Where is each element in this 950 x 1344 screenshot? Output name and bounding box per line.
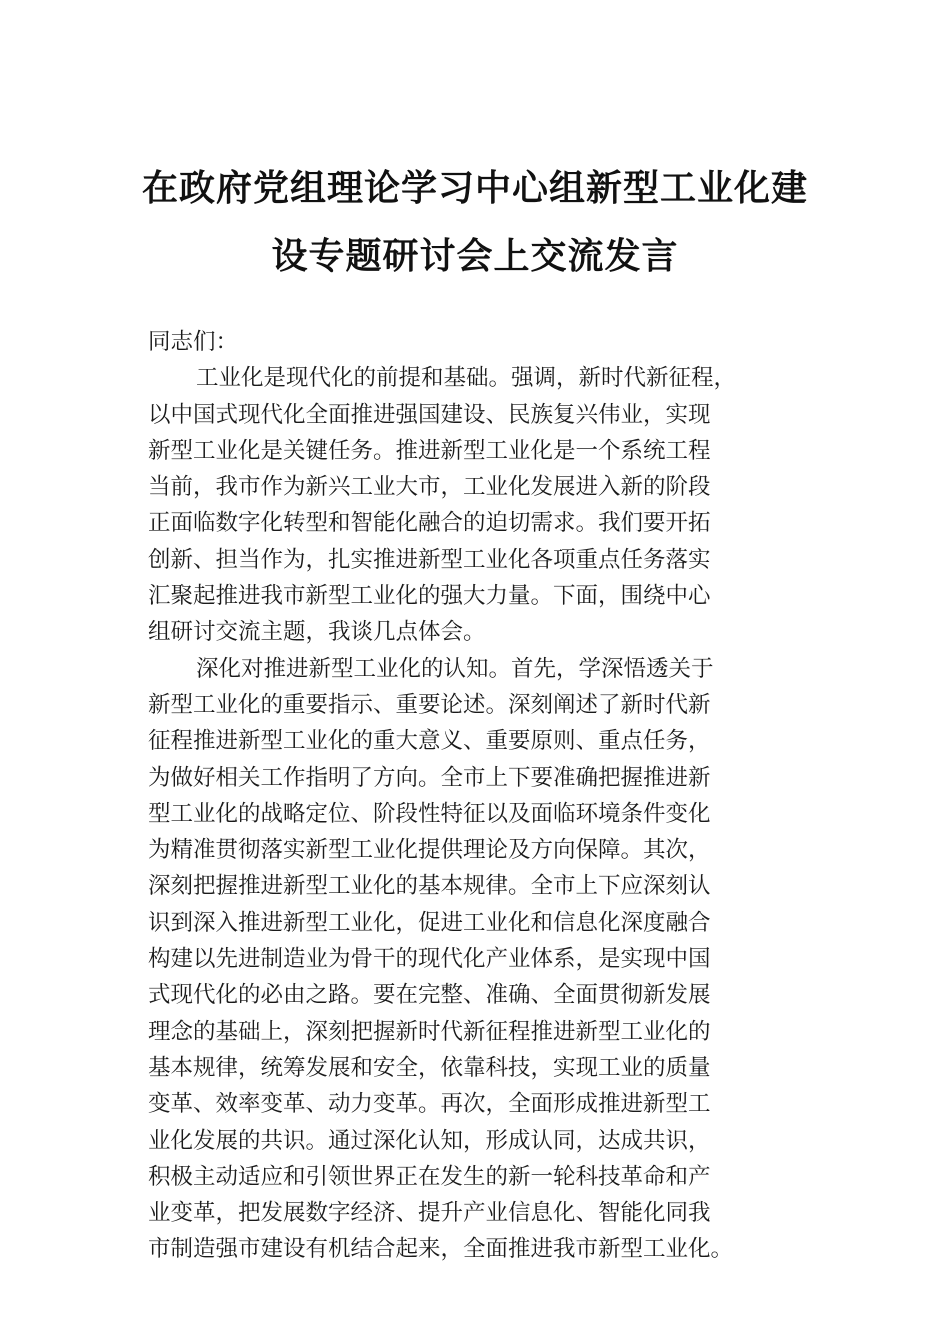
paragraph-line: 汇聚起推进我市新型工业化的强大力量。下面，围绕中心: [148, 583, 711, 610]
paragraph-line: 以中国式现代化全面推进强国建设、民族复兴伟业，实现: [148, 401, 711, 428]
paragraph-line: 深化对推进新型工业化的认知。首先，学深悟透关于: [196, 655, 714, 682]
paragraph-line: 为做好相关工作指明了方向。全市上下要准确把握推进新: [148, 764, 711, 791]
paragraph-line: 正面临数字化转型和智能化融合的迫切需求。我们要开拓: [148, 510, 711, 537]
paragraph-line: 变革、效率变革、动力变革。再次，全面形成推进新型工: [148, 1091, 711, 1118]
document-title-line-1: 在政府党组理论学习中心组新型工业化建: [141, 167, 808, 209]
paragraph-1: [148, 360, 818, 650]
paragraph-line: 创新、担当作为，扎实推进新型工业化各项重点任务落实: [148, 546, 711, 573]
paragraph-line: 组研讨交流主题，我谈几点体会。: [148, 619, 486, 646]
paragraph-line: 构建以先进制造业为骨干的现代化产业体系，是实现中国: [148, 946, 711, 973]
paragraph-2: [148, 651, 818, 1268]
paragraph-line: 深刻把握推进新型工业化的基本规律。全市上下应深刻认: [148, 873, 711, 900]
paragraph-line: 式现代化的必由之路。要在完整、准确、全面贯彻新发展: [148, 982, 711, 1009]
paragraph-line: 理念的基础上，深刻把握新时代新征程推进新型工业化的: [148, 1018, 711, 1045]
document-title-line-2: 设专题研讨会上交流发言: [271, 235, 679, 277]
paragraph-line: 基本规律，统筹发展和安全，依靠科技，实现工业的质量: [148, 1054, 711, 1081]
paragraph-line: 型工业化的战略定位、阶段性特征以及面临环境条件变化: [148, 800, 711, 827]
paragraph-line: 当前，我市作为新兴工业大市，工业化发展进入新的阶段: [148, 474, 711, 501]
paragraph-line: 新型工业化是关键任务。推进新型工业化是一个系统工程: [148, 437, 711, 464]
paragraph-line: 业变革，把发展数字经济、提升产业信息化、智能化同我: [148, 1200, 711, 1227]
paragraph-line: 积极主动适应和引领世界正在发生的新一轮科技革命和产: [148, 1163, 711, 1190]
paragraph-line: 业化发展的共识。通过深化认知，形成认同，达成共识，: [148, 1127, 711, 1154]
paragraph-line: 工业化是现代化的前提和基础。强调，新时代新征程，: [196, 365, 737, 392]
paragraph-line: 征程推进新型工业化的重大意义、重要原则、重点任务，: [148, 728, 711, 755]
paragraph-line: 市制造强市建设有机结合起来，全面推进我市新型工业化。: [148, 1236, 734, 1263]
paragraph-line: 新型工业化的重要指示、重要论述。深刻阐述了新时代新: [148, 691, 711, 718]
salutation: 同志们：: [148, 329, 239, 355]
paragraph-line: 为精准贯彻落实新型工业化提供理论及方向保障。其次，: [148, 837, 711, 864]
document-body: [148, 324, 818, 1268]
paragraph-line: 识到深入推进新型工业化，促进工业化和信息化深度融合: [148, 909, 711, 936]
